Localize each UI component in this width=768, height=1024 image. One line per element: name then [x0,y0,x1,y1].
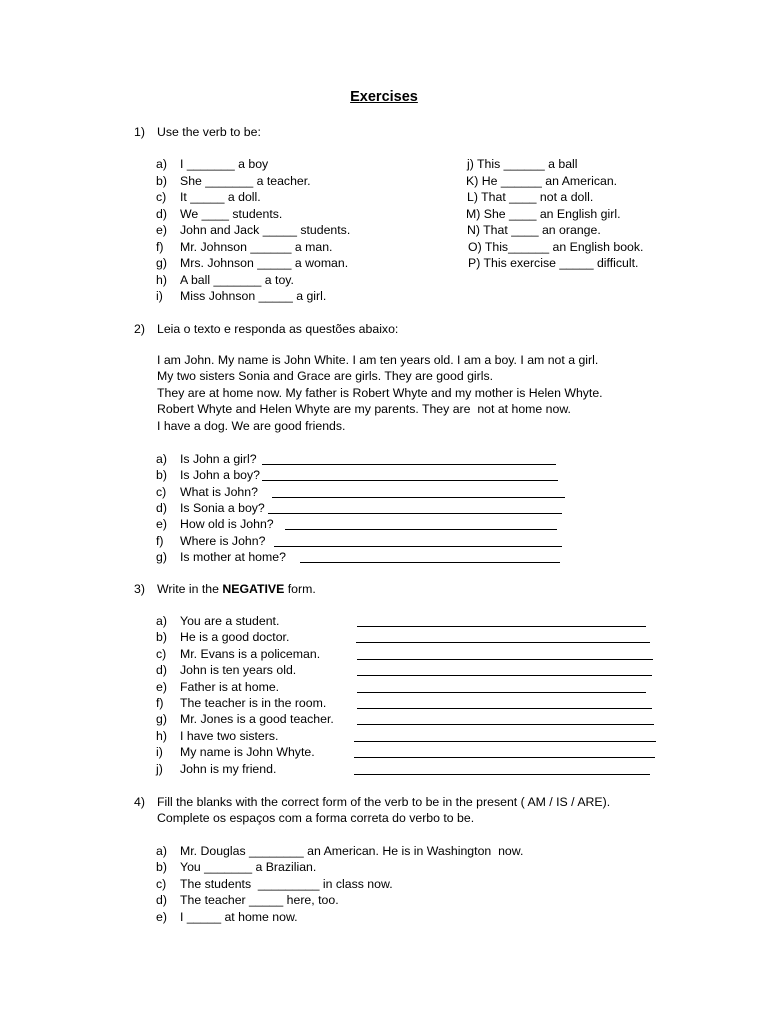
exercise-sentence: I have two sisters. [180,728,279,743]
list-item: P) This exercise _____ difficult. [468,256,639,270]
fill-item: Mr. Douglas ________ an American. He is in Washington now. [180,844,524,858]
question-text: Is John a boy? [180,468,260,483]
answer-line[interactable] [285,529,557,530]
list-item-label: b) [156,173,167,188]
fill-item-label: e) [156,909,167,924]
exercise-sentence: Mr. Jones is a good teacher. [180,712,334,727]
list-item-label: d) [156,206,167,221]
question-label: f) [156,533,164,548]
answer-line[interactable] [268,513,562,514]
list-item-label: c) [156,190,167,204]
section-3-number: 3) [134,582,145,596]
fill-item-label: d) [156,893,167,908]
exercise-label: c) [156,646,167,661]
reading-line: I am John. My name is John White. I am ten years old. I am a boy. I am not a girl. [157,353,599,367]
section-4-heading-1: Fill the blanks with the correct form of the verb to be in the present ( AM / IS / ARE). [157,795,611,809]
question-text: Is Sonia a boy? [180,500,265,515]
section-4-heading-2: Complete os espaços com a forma correta do verbo to be. [157,811,475,825]
answer-line[interactable] [262,464,556,465]
list-item: It _____ a doll. [180,190,261,204]
section-4-number: 4) [134,795,145,809]
section-1-heading: Use the verb to be: [157,125,261,139]
answer-line[interactable] [262,480,558,481]
list-item: We ____ students. [180,206,283,221]
list-item: L) That ____ not a doll. [467,190,594,204]
reading-line: Robert Whyte and Helen Whyte are my parents. They are not at home now. [157,402,571,417]
list-item-label: f) [156,239,164,254]
question-label: b) [156,468,167,483]
question-label: a) [156,452,167,466]
answer-line[interactable] [354,741,656,742]
list-item: K) He ______ an American. [466,173,618,188]
reading-line: My two sisters Sonia and Grace are girls. They are good girls. [157,369,494,384]
answer-line[interactable] [300,562,560,563]
exercise-label: e) [156,679,167,694]
answer-line[interactable] [357,675,652,676]
section-2-heading: Leia o texto e responda as questões abaixo: [157,322,399,336]
fill-item-label: b) [156,860,167,875]
answer-line[interactable] [274,546,562,547]
exercise-sentence: My name is John Whyte. [180,745,315,760]
list-item-label: e) [156,223,167,237]
answer-line[interactable] [357,692,646,693]
exercise-sentence: Father is at home. [180,679,280,694]
list-item-label: a) [156,157,167,171]
list-item-label: i) [156,289,163,303]
section-3-heading-bold: NEGATIVE [222,582,285,596]
reading-line: They are at home now. My father is Robert Whyte and my mother is Helen Whyte. [157,385,603,400]
section-2-number: 2) [134,322,145,336]
question-text: Is mother at home? [180,549,286,564]
fill-item-label: c) [156,876,167,891]
answer-line[interactable] [354,757,655,758]
exercise-label: g) [156,712,167,727]
answer-line[interactable] [357,724,654,725]
exercise-label: b) [156,630,167,645]
list-item: N) That ____ an orange. [467,223,601,237]
exercise-label: h) [156,728,167,743]
answer-line[interactable] [354,774,650,775]
list-item: Mrs. Johnson _____ a woman. [180,256,349,270]
question-label: c) [156,484,167,499]
page-title: Exercises [350,89,418,105]
fill-item: You _______ a Brazilian. [180,860,317,875]
list-item: John and Jack _____ students. [180,223,351,237]
exercise-label: j) [156,761,163,776]
fill-item: The teacher _____ here, too. [180,893,339,908]
list-item: Miss Johnson _____ a girl. [180,289,327,303]
section-3-heading-pre: Write in the [157,582,223,596]
exercise-sentence: He is a good doctor. [180,630,290,645]
exercise-label: d) [156,663,167,678]
list-item: j) This ______ a ball [467,157,578,171]
section-3-heading [157,581,316,597]
exercise-sentence: You are a student. [180,614,280,628]
exercise-sentence: The teacher is in the room. [180,696,327,710]
list-item: A ball _______ a toy. [180,272,294,287]
exercise-sentence: John is ten years old. [180,663,297,678]
question-text: How old is John? [180,517,274,532]
section-1-number: 1) [134,125,145,139]
answer-line[interactable] [272,497,565,498]
fill-item-label: a) [156,844,167,858]
question-label: e) [156,517,167,532]
list-item: I _______ a boy [180,157,269,171]
answer-line[interactable] [357,626,646,627]
answer-line[interactable] [357,708,652,709]
question-text: Is John a girl? [180,452,257,466]
list-item: She _______ a teacher. [180,173,311,188]
question-text: What is John? [180,484,258,499]
question-label: d) [156,500,167,515]
question-label: g) [156,549,167,564]
fill-item: The students _________ in class now. [180,876,393,891]
exercise-sentence: John is my friend. [180,761,277,776]
answer-line[interactable] [356,642,650,643]
list-item: O) This______ an English book. [468,239,644,254]
list-item: M) She ____ an English girl. [466,206,621,221]
list-item: Mr. Johnson ______ a man. [180,239,333,254]
reading-line: I have a dog. We are good friends. [157,418,346,433]
exercise-label: a) [156,614,167,628]
list-item-label: g) [156,256,167,270]
answer-line[interactable] [357,659,653,660]
fill-item: I _____ at home now. [180,909,298,924]
list-item-label: h) [156,272,167,287]
exercise-sentence: Mr. Evans is a policeman. [180,646,321,661]
question-text: Where is John? [180,533,266,548]
section-3-heading-post: form. [284,582,316,596]
exercise-label: f) [156,696,164,710]
exercise-label: i) [156,745,163,760]
